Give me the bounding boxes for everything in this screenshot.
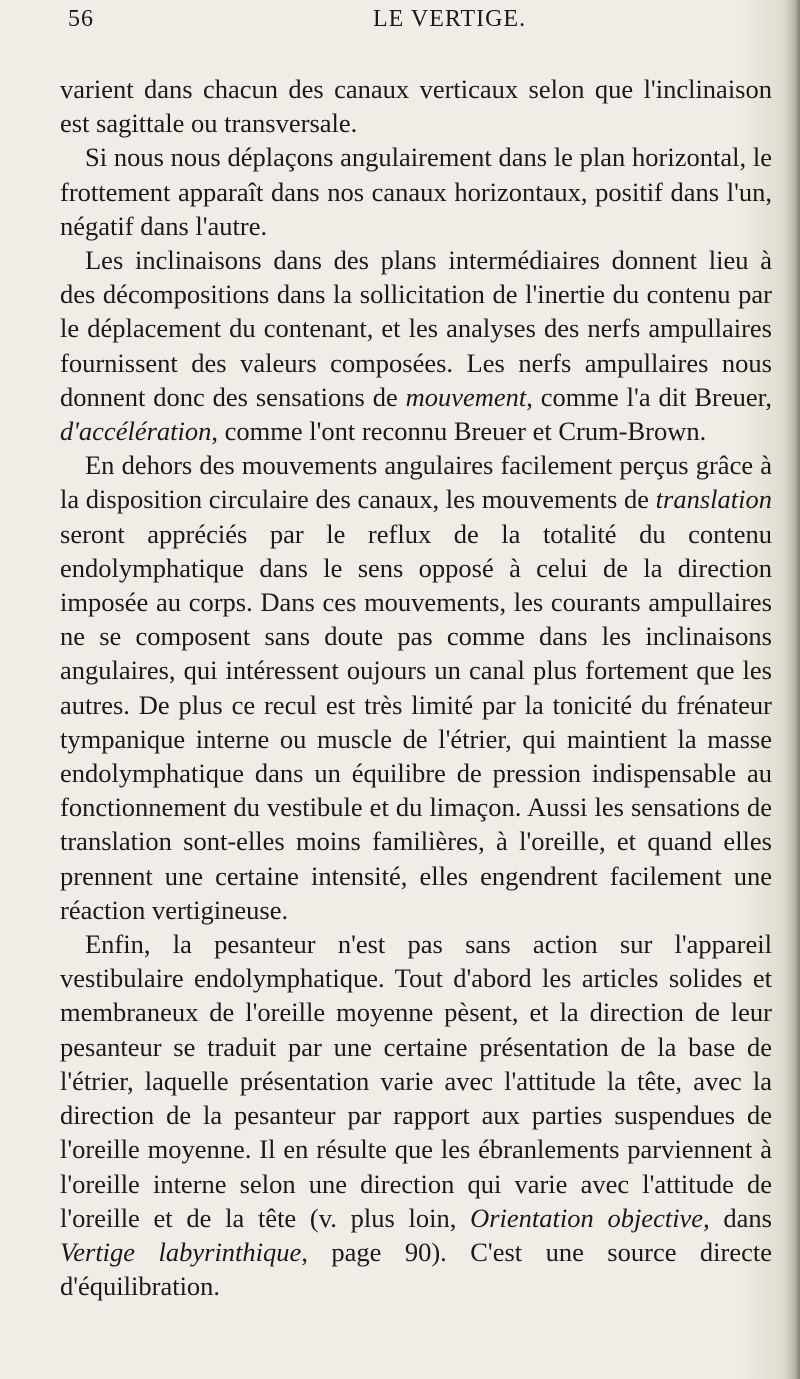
- text-run: , page 90). C'est une source directe d'équilibration.: [60, 1236, 772, 1302]
- italic-term: Vertige labyrinthique: [60, 1236, 302, 1267]
- text-run: Les inclinaisons dans des plans intermédiaires donnent lieu à des décompositions dans la sollicitation de l'inertie du contenu par le déplacement du contenant, et les analyses des nerfs ampullaires fournissent des valeurs composées. Les nerfs ampullaires nous donnent donc des sensations de: [60, 245, 772, 412]
- paragraph: [60, 72, 772, 140]
- text-run: Si nous nous déplaçons angulairement dans le plan horizontal, le frottement apparaît dans nos canaux horizontaux, positif dans l'un, négatif dans l'autre.: [60, 142, 772, 241]
- paragraph: [60, 927, 772, 1303]
- text-run: seront appréciés par le reflux de la totalité du contenu endolymphatique dans le sens opposé à celui de la direction imposée au corps. Dans ces mouvements, les courants ampullaires ne se composent sans doute pas comme dans les inclinaisons angulaires, qui intéressent oujours un canal plus fortement que les autres. De plus ce recul est très limité par la tonicité du frénateur tympanique interne ou muscle de l'étrier, qui maintient la masse endolymphatique dans un équilibre de pression indispensable au fonctionnement du vestibule et du limaçon. Aussi les sensations de translation sont-elles moins familières, à l'oreille, et quand elles prennent une certaine intensité, elles engendrent facilement une réaction vertigineuse.: [60, 518, 772, 925]
- italic-term: Orientation objective: [470, 1202, 704, 1233]
- body-text: [60, 72, 772, 1303]
- paragraph: [60, 140, 772, 243]
- text-run: , comme l'ont reconnu Breuer et Crum-Brown.: [211, 416, 707, 447]
- page-header: [68, 6, 768, 36]
- text-run: En dehors des mouvements angulaires facilement perçus grâce à la disposition circulaire des canaux, les mouvements de: [60, 450, 772, 515]
- italic-term: translation: [655, 484, 772, 515]
- italic-term: mouvement: [405, 381, 527, 412]
- page-edge-shadow: [786, 0, 800, 1379]
- page-number: 56: [68, 6, 94, 32]
- running-title: LE VERTIGE.: [373, 6, 527, 32]
- text-run: varient dans chacun des canaux verticaux selon que l'inclinaison est sagittale ou transversale.: [60, 74, 772, 139]
- paragraph: [60, 448, 772, 927]
- italic-term: d'accélération: [60, 416, 212, 447]
- text-run: Enfin, la pesanteur n'est pas sans action sur l'appareil vestibulaire endolymphatique. Tout d'abord les articles solides et membraneux de l'oreille moyenne pèsent, et la direction de leur pesanteur se traduit par une certaine présentation de la base de l'étrier, laquelle présentation varie avec l'attitude la tête, avec la direction de la pesanteur par rapport aux parties suspendues de l'oreille moyenne. Il en résulte que les ébranlements parviennent à l'oreille interne selon une direction qui varie avec l'attitude de l'oreille et de la tête (v. plus loin,: [60, 929, 772, 1233]
- text-run: , comme l'a dit Breuer,: [526, 381, 772, 412]
- paragraph: [60, 243, 772, 448]
- text-run: , dans: [703, 1202, 772, 1233]
